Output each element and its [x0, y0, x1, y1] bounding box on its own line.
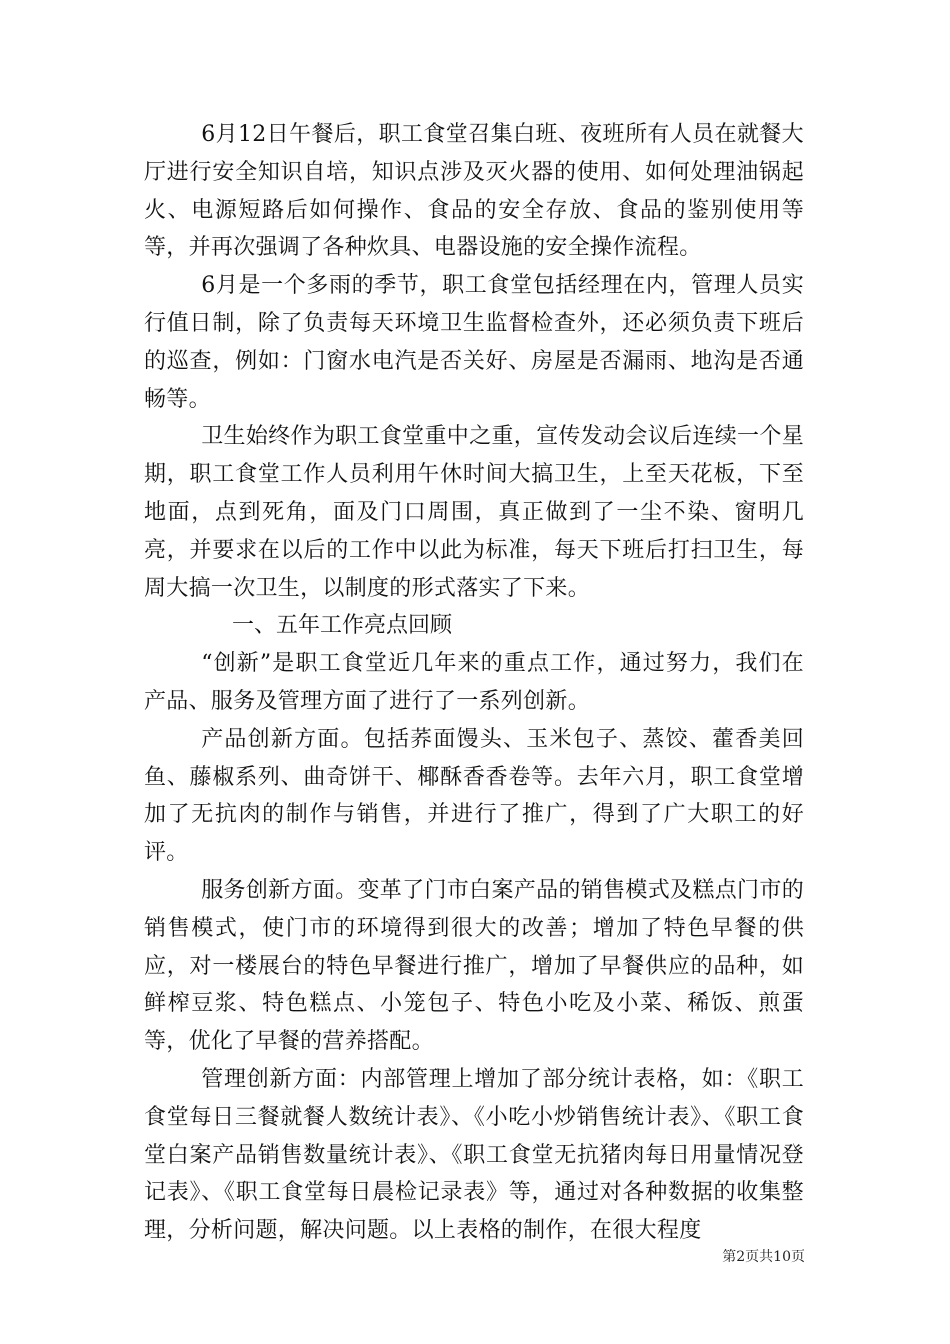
page-number: 第2页共10页: [722, 1249, 805, 1265]
document-body: [144, 116, 804, 1250]
paragraph-service-innovation: 服务创新方面。变革了门市白案产品的销售模式及糕点门市的销售模式，使门市的环境得到很大的改善；增加了特色早餐的供应，对一楼展台的特色早餐进行推广，增加了早餐供应的品种，如鲜榨豆浆、特色糕点、小笼包子、特色小吃及小菜、稀饭、煎蛋等，优化了早餐的营养搭配。: [144, 877, 804, 1055]
paragraph-hygiene: 卫生始终作为职工食堂重中之重，宣传发动会议后连续一个星期，职工食堂工作人员利用午休时间大搞卫生，上至天花板，下至地面，点到死角，面及门口周围，真正做到了一尘不染、窗明几亮，并要求在以后的工作中以此为标准，每天下班后打扫卫生，每周大搞一次卫生，以制度的形式落实了下来。: [144, 424, 804, 601]
paragraph-product-innovation: 产品创新方面。包括荞面馒头、玉米包子、蒸饺、藿香美回鱼、藤椒系列、曲奇饼干、椰酥香香卷等。去年六月，职工食堂增加了无抗肉的制作与销售，并进行了推广，得到了广大职工的好评。: [144, 726, 804, 866]
paragraph-safety-training: 6月12日午餐后，职工食堂召集白班、夜班所有人员在就餐大厅进行安全知识自培，知识点涉及灭火器的使用、如何处理油锅起火、电源短路后如何操作、食品的安全存放、食品的鉴别使用等等，并再次强调了各种炊具、电器设施的安全操作流程。: [144, 122, 804, 261]
paragraph-management-innovation: 管理创新方面：内部管理上增加了部分统计表格，如：《职工食堂每日三餐就餐人数统计表》、《小吃小炒销售统计表》、《职工食堂白案产品销售数量统计表》、《职工食堂无抗猪肉每日用量情况登记表》、《职工食堂每日晨检记录表》等，通过对各种数据的收集整理，分析问题，解决问题。以上表格的制作，在很大程度: [144, 1066, 804, 1244]
section-heading: 一、五年工作亮点回顾: [232, 613, 453, 639]
paragraph-innovation: “创新”是职工食堂近几年来的重点工作，通过努力，我们在产品、服务及管理方面了进行了一系列创新。: [144, 651, 804, 714]
paragraph-rainy-season: 6月是一个多雨的季节，职工食堂包括经理在内，管理人员实行值日制，除了负责每天环境卫生监督检查外，还必须负责下班后的巡查，例如：门窗水电汽是否关好、房屋是否漏雨、地沟是否通畅等。: [144, 273, 804, 412]
